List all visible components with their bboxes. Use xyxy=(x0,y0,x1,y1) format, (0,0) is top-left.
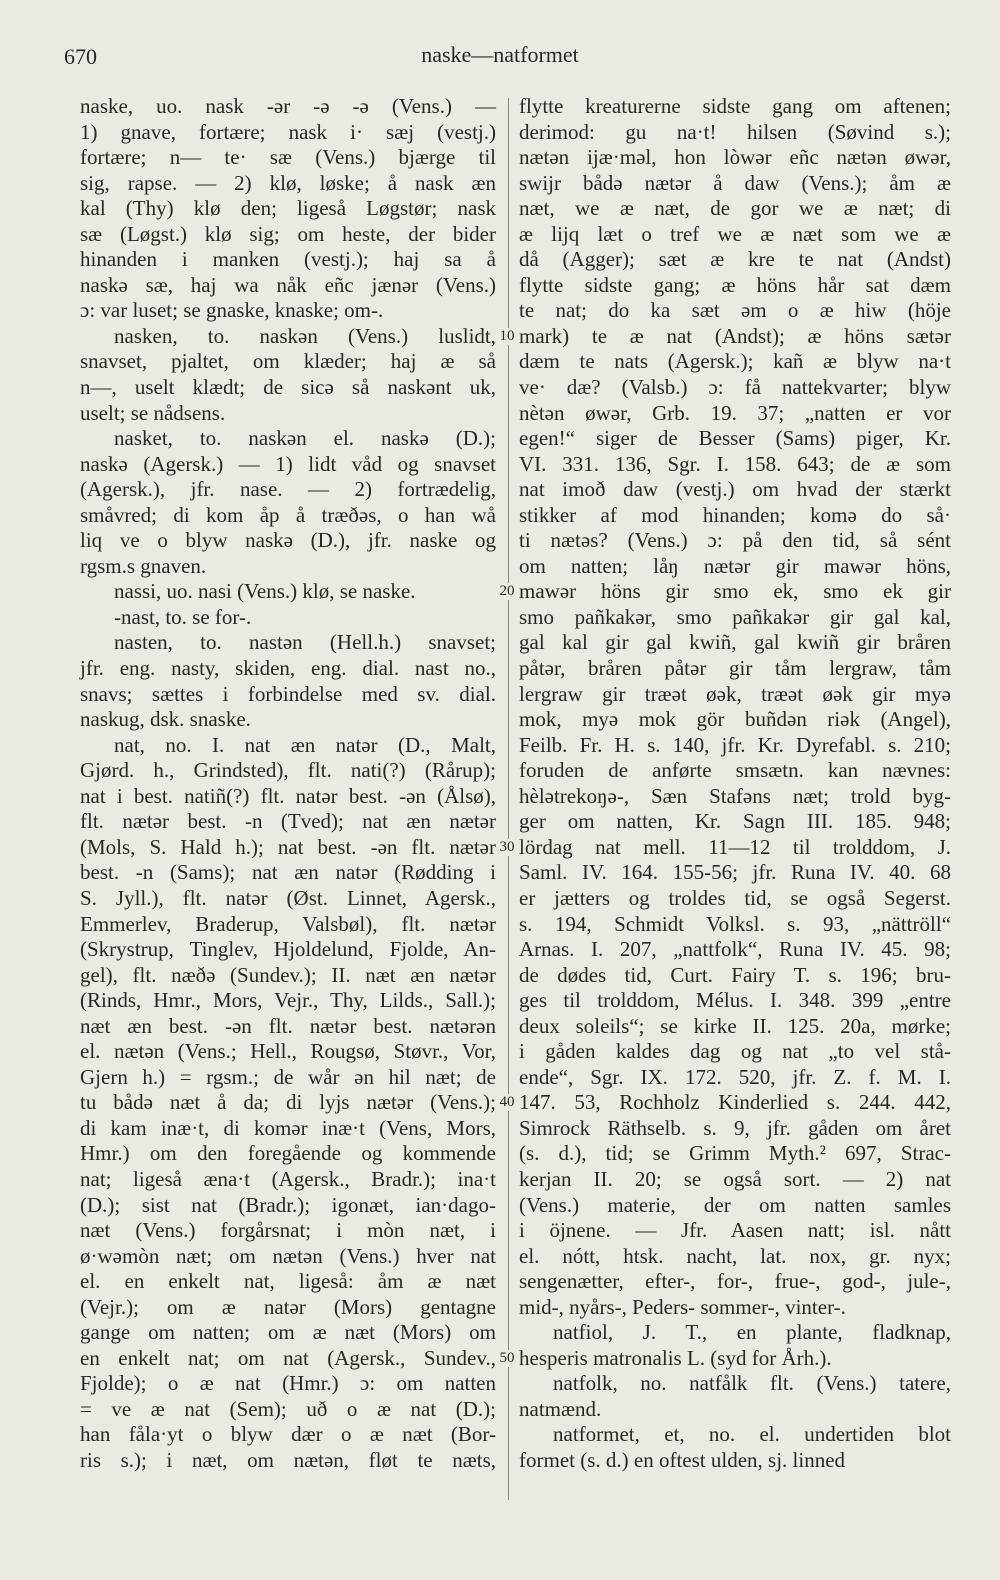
text-line: (Agersk.), jfr. nase. — 2) fortrædelig, xyxy=(80,477,496,502)
text-line: derimod: gu na·t! hilsen (Søvind s.); xyxy=(519,119,951,144)
text-line: jfr. eng. nasty, skiden, eng. dial. nast no., xyxy=(80,656,496,681)
text-line: Saml. IV. 164. 155-56; jfr. Runa IV. 40. 68 xyxy=(519,860,951,885)
margin-line-number: 50 xyxy=(496,1350,518,1367)
text-line: i gåden kaldes dag og nat „to vel stå- xyxy=(519,1039,951,1064)
text-line: sig, rapse. — 2) klø, løske; å nask æn xyxy=(80,170,496,195)
text-line: ges til trolddom, Mélus. I. 348. 399 „entre xyxy=(519,988,951,1013)
text-line: VI. 331. 136, Sgr. I. 158. 643; de æ som xyxy=(519,451,951,476)
text-line: ende“, Sgr. IX. 172. 520, jfr. Z. f. M. I. xyxy=(519,1064,951,1089)
text-line: ris s.); i næt, om nætən, fløt te næts, xyxy=(80,1447,496,1472)
text-line: Gjørd. h., Grindsted), flt. nati(?) (Rårup); xyxy=(80,758,496,783)
text-line: nat imoð daw (vestj.) om hvad der stærkt xyxy=(519,477,951,502)
page-number: 670 xyxy=(64,44,97,69)
text-line: s. 194, Schmidt Volksl. s. 93, „nättröll“ xyxy=(519,911,951,936)
text-line: sengenætter, efter-, for-, frue-, god-, jule-, xyxy=(519,1269,951,1294)
text-line: nasket, to. naskən el. naskə (D.); xyxy=(114,426,496,451)
text-line: flytte sidste gang; æ höns hår sat dæm xyxy=(519,272,951,297)
text-line: nètən øwər, Grb. 19. 37; „natten er vor xyxy=(519,400,951,425)
text-line: rgsm.s gnaven. xyxy=(80,553,207,578)
text-line: mok, myə mok gör buñdən riək (Angel), xyxy=(519,707,951,732)
text-line: el. nótt, htsk. nacht, lat. nox, gr. nyx; xyxy=(519,1243,951,1268)
column-divider xyxy=(508,98,509,1500)
text-line: 147. 53, Rochholz Kinderlied s. 244. 442, xyxy=(519,1090,951,1115)
text-line: foruden de anførte smsætn. kan nævnes: xyxy=(519,758,951,783)
text-line: de dødes tid, Curt. Fairy T. s. 196; bru- xyxy=(519,962,951,987)
text-line: smo pañkakər, smo pañkakər gir gal kal, xyxy=(519,604,951,629)
text-line: 1) gnave, fortære; nask i· sæj (vestj.) xyxy=(80,119,496,144)
text-line: S. Jyll.), flt. natər (Øst. Linnet, Agersk., xyxy=(80,885,496,910)
text-line: el. en enkelt nat, ligeså: åm æ næt xyxy=(80,1269,496,1294)
text-line: næt (Vens.) forgårsnat; i mòn næt, i xyxy=(80,1218,496,1243)
text-line: n—, uselt klædt; de sicə så naskənt uk, xyxy=(80,375,496,400)
text-line: lergraw gir træət øək, træət øək gir myə xyxy=(519,681,951,706)
text-line: småvred; di kom åp å træðəs, o han wå xyxy=(80,502,496,527)
text-line: mid-, nyårs-, Peders- sommer-, vinter-. xyxy=(519,1294,846,1319)
text-line: naskug, dsk. snaske. xyxy=(80,707,251,732)
text-line: flt. nætər best. -n (Tved); nat æn nætər xyxy=(80,809,496,834)
text-line: han fåla·yt o blyw dær o æ næt (Bor- xyxy=(80,1422,496,1447)
text-line: nasken, to. naskən (Vens.) luslidt, xyxy=(114,323,496,348)
text-line: Hmr.) om den foregående og kommende xyxy=(80,1141,496,1166)
text-line: (Mols, S. Hald h.); nat best. -ən flt. nætər xyxy=(80,834,496,859)
text-line: tu bådə næt å da; di lyjs nætər (Vens.); xyxy=(80,1090,496,1115)
text-line: (Vejr.); om æ natər (Mors) gentagne xyxy=(80,1294,496,1319)
text-line: hinanden i manken (vestj.); haj sa å xyxy=(80,247,496,272)
text-line: næt, we æ næt, de gor we æ næt; di xyxy=(519,196,951,221)
margin-line-number: 10 xyxy=(496,328,518,345)
text-line: nætən ijæ·məl, hon lòwər eñc nætən øwər, xyxy=(519,145,951,170)
text-line: nasten, to. nastən (Hell.h.) snavset; xyxy=(114,630,496,655)
text-line: stikker af mod hinanden; komə do så· xyxy=(519,502,951,527)
text-line: nat, no. I. nat æn natər (D., Malt, xyxy=(114,732,496,757)
margin-line-number: 40 xyxy=(496,1094,518,1111)
text-line: æ lijq læt o tref we æ næt som we æ xyxy=(519,221,951,246)
text-line: Arnas. I. 207, „nattfolk“, Runa IV. 45. 98; xyxy=(519,937,951,962)
text-line: best. -n (Sams); nat æn natər (Rødding i xyxy=(80,860,496,885)
text-line: (Rinds, Hmr., Mors, Vejr., Thy, Lilds., Sall.); xyxy=(80,988,496,1013)
text-line: (s. d.), tid; se Grimm Myth.² 697, Strac- xyxy=(519,1141,951,1166)
text-line: kal (Thy) klø den; ligeså Løgstør; nask xyxy=(80,196,496,221)
text-line: formet (s. d.) en oftest ulden, sj. linned xyxy=(519,1447,846,1472)
text-line: el. nætən (Vens.; Hell., Rougsø, Støvr., Vor, xyxy=(80,1039,496,1064)
text-line: -nast, to. se for-. xyxy=(114,604,252,629)
text-line: naske, uo. nask -ər -ə -ə (Vens.) — xyxy=(80,94,496,118)
text-line: då (Agger); sæt æ kre te nat (Andst) xyxy=(519,247,951,272)
text-line: (D.); sist nat (Bradr.); igonæt, ian·dago- xyxy=(80,1192,496,1217)
text-line: ger om natten, Kr. Sagn III. 185. 948; xyxy=(519,809,951,834)
text-line: nassi, uo. nasi (Vens.) klø, se naske. xyxy=(114,579,416,604)
text-line: hesperis matronalis L. (syd for Årh.). xyxy=(519,1345,832,1370)
text-line: natfiol, J. T., en plante, fladknap, xyxy=(553,1320,951,1345)
text-line: lördag nat mell. 11—12 til trolddom, J. xyxy=(519,834,951,859)
text-line: hèlətrekoŋə-, Sæn Stafəns næt; trold byg- xyxy=(519,783,951,808)
text-line: te nat; do ka sæt əm o æ hiw (höje xyxy=(519,298,951,323)
text-line: gange om natten; om æ næt (Mors) om xyxy=(80,1320,496,1345)
text-line: uselt; se nådsens. xyxy=(80,400,226,425)
text-line: deux soleils“; se kirke II. 125. 20a, mørke; xyxy=(519,1013,951,1038)
text-line: swijr bådə nætər å daw (Vens.); åm æ xyxy=(519,170,951,195)
text-line: gal kal gir gal kwiñ, gal kwiñ gir bråren xyxy=(519,630,951,655)
text-line: natfolk, no. natfålk flt. (Vens.) tatere, xyxy=(553,1371,951,1396)
text-line: sæ (Løgst.) klø sig; om heste, der bider xyxy=(80,221,496,246)
text-line: gel), flt. næðə (Sundev.); II. næt æn nætər xyxy=(80,962,496,987)
text-line: i öjnene. — Jfr. Aasen natt; isl. nått xyxy=(519,1218,951,1243)
text-line: di kam inæ·t, di komər inæ·t (Vens, Mors, xyxy=(80,1115,496,1140)
text-line: snavset, pjaltet, om klæder; haj æ så xyxy=(80,349,496,374)
text-line: snavs; sættes i forbindelse med sv. dial. xyxy=(80,681,496,706)
text-line: en enkelt nat; om nat (Agersk., Sundev., xyxy=(80,1345,496,1370)
text-line: dæm te nats (Agersk.); kañ æ blyw na·t xyxy=(519,349,951,374)
text-line: naskə sæ, haj wa nåk eñc jænər (Vens.) xyxy=(80,272,496,297)
text-line: Emmerlev, Braderup, Valsbøl), flt. nætər xyxy=(80,911,496,936)
text-line: liq ve o blyw naskə (D.), jfr. naske og xyxy=(80,528,496,553)
page-header xyxy=(0,38,1000,78)
text-line: (Skrystrup, Tinglev, Hjoldelund, Fjolde, An- xyxy=(80,937,496,962)
text-line: ø·wəmòn næt; om nætən (Vens.) hver nat xyxy=(80,1243,496,1268)
text-line: påtər, bråren påtər gir tåm lergraw, tåm xyxy=(519,656,951,681)
right-column xyxy=(519,94,951,1474)
text-line: natformet, et, no. el. undertiden blot xyxy=(553,1422,951,1447)
text-line: (Vens.) materie, der om natten samles xyxy=(519,1192,951,1217)
left-column xyxy=(80,94,496,1474)
text-line: næt æn best. -ən flt. nætər best. nætərən xyxy=(80,1013,496,1038)
text-line: ve· dæ? (Valsb.) ɔ: få nattekvarter; blyw xyxy=(519,375,951,400)
text-line: egen!“ siger de Besser (Sams) piger, Kr. xyxy=(519,426,951,451)
text-line: ti nætəs? (Vens.) ɔ: på den tid, så sént xyxy=(519,528,951,553)
text-line: om natten; låŋ nætər gir mawər höns, xyxy=(519,553,951,578)
text-line: ɔ: var luset; se gnaske, knaske; om-. xyxy=(80,298,384,323)
text-line: nat i best. natiñ(?) flt. natər best. -ən (Ålsø), xyxy=(80,783,496,808)
margin-line-number: 30 xyxy=(496,839,518,856)
text-line: Feilb. Fr. H. s. 140, jfr. Kr. Dyrefabl. s. 210; xyxy=(519,732,951,757)
text-line: kerjan II. 20; se også sort. — 2) nat xyxy=(519,1166,951,1191)
text-line: Fjolde); o æ nat (Hmr.) ɔ: om natten xyxy=(80,1371,496,1396)
text-line: er jætters og troldes tid, se også Segerst. xyxy=(519,885,951,910)
running-head: naske—natformet xyxy=(421,42,579,67)
text-line: mark) te æ nat (Andst); æ höns sætər xyxy=(519,323,951,348)
text-line: nat; ligeså æna·t (Agersk., Bradr.); ina·t xyxy=(80,1166,496,1191)
text-line: naskə (Agersk.) — 1) lidt våd og snavset xyxy=(80,451,496,476)
text-line: flytte kreaturerne sidste gang om aftenen; xyxy=(519,94,951,118)
margin-line-number: 20 xyxy=(496,583,518,600)
text-line: = ve æ nat (Sem); uð o æ nat (D.); xyxy=(80,1396,496,1421)
text-line: Gjern h.) = rgsm.; de wår ən hil næt; de xyxy=(80,1064,496,1089)
text-line: fortære; n— te· sæ (Vens.) bjærge til xyxy=(80,145,496,170)
text-line: mawər höns gir smo ek, smo ek gir xyxy=(519,579,951,604)
text-line: natmænd. xyxy=(519,1396,602,1421)
text-line: Simrock Räthselb. s. 9, jfr. gåden om året xyxy=(519,1115,951,1140)
